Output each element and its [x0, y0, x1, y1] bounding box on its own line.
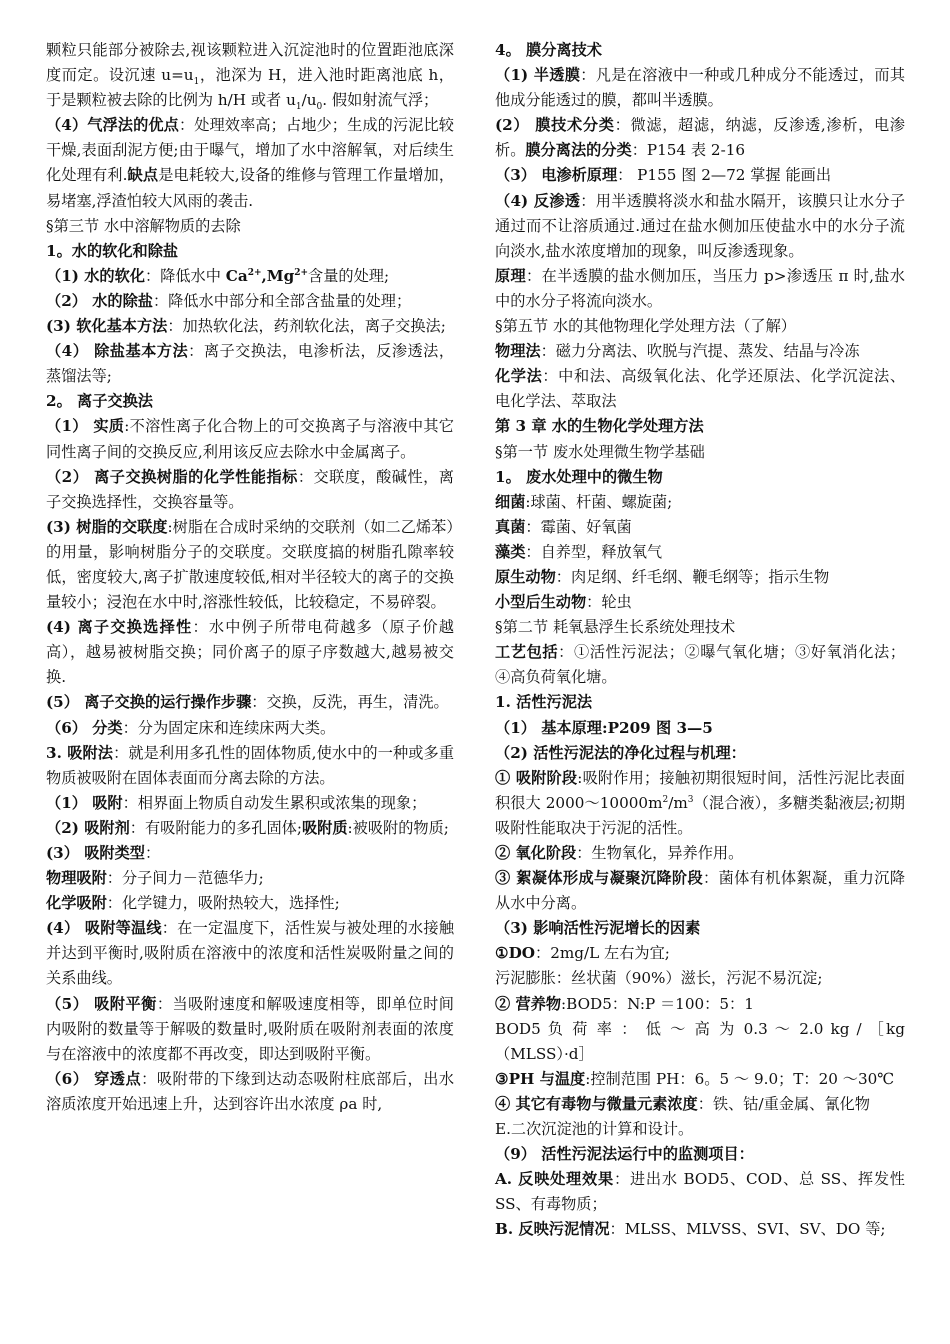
- item-do: ①DO：2mg/L 左右为宜;: [495, 944, 670, 963]
- item-basic-principle: （1） 基本原理:P209 图 3—5: [495, 718, 713, 737]
- item-growth-factors: （3) 影响活性污泥增长的因素: [495, 919, 701, 938]
- item-isotherm: (4） 吸附等温线：在一定温度下，活性炭与被处理的水接触并达到平衡时,吸附质在溶液中的浓度和活性炭吸附量之间的关系曲线。: [46, 919, 455, 988]
- item-flocculation-stage: ③ 絮凝体形成与凝聚沉降阶段：菌体有机体絮凝，重力沉降从水中分离。: [495, 869, 906, 913]
- item-fungi: 真菌：霉菌、好氧菌: [495, 517, 632, 536]
- heading-microbes: 1。 废水处理中的微生物: [495, 467, 663, 486]
- item-nutrients: ② 营养物:BOD5：N:P ＝100：5：1: [495, 994, 754, 1013]
- item-monitoring: （9） 活性污泥法运行中的监测项目：: [495, 1145, 754, 1164]
- item-chemical-adsorption: 化学吸附：化学键力，吸附热较大，选择性;: [46, 894, 340, 913]
- heading-membrane: 4。 膜分离技术: [495, 41, 602, 59]
- paragraph-flotation-advantages: （4）气浮法的优点：处理效率高；占地少；生成的污泥比较干燥,表面刮泥方便;由于曝气，增加了水中溶解氧，对后续生化处理有利.缺点是电耗较大,设备的维修与管理工作量增加，易堵塞,浮渣怕较大风雨的袭击.: [46, 116, 455, 210]
- item-breakthrough: （6） 穿透点：吸附带的下缘到达动态吸附柱底部后，出水溶质浓度开始迅速上升，达到容许出水浓度 ρa 时,: [46, 1069, 455, 1113]
- item-toxics: ④ 其它有毒物与微量元素浓度：铁、钴/重金属、氰化物: [495, 1094, 870, 1113]
- heading-ion-exchange: 2。 离子交换法: [46, 392, 153, 411]
- paragraph-sedimentation: 颗粒只能部分被除去,视该颗粒进入沉淀池时的位置距池底深度而定。设沉速 $u=u_1$，池深为 H，进入池时距离池底 h，于是颗粒被去除的比例为 h/H 或者 $u_1/u_0$. 假如射流气浮；: [46, 41, 454, 113]
- left-column: [46, 38, 454, 1117]
- item-crosslinking: (3) 树脂的交联度:树脂在合成时采纳的交联剂（如二乙烯苯）的用量，影响树脂分子的交联度。交联度搞的树脂孔隙率较低，密度较大,离子扩散速度较低,相对半径较大的离子的交换量较小；浸泡在水中时,溶涨性较低，比较稳定，不易碎裂。: [46, 517, 454, 612]
- heading-softening: 1。水的软化和除盐: [46, 241, 179, 260]
- item-membrane-types: (2） 膜技术分类：微滤，超滤，纳滤，反渗透,渗析，电渗析。膜分离法的分类：P154 表 2-16: [495, 116, 905, 160]
- chapter-heading: 第 3 章 水的生物化学处理方法: [495, 417, 704, 436]
- item-electrodialysis: （3） 电渗析原理： P155 图 2—72 掌握 能画出: [495, 166, 832, 185]
- item-equilibrium: （5） 吸附平衡：当吸附速度和解吸速度相等，即单位时间内吸附的数量等于解吸的数量时,吸附质在吸附剂表面的浓度与在溶液中的浓度都不再改变，即达到吸附平衡。: [46, 994, 454, 1063]
- item-softening-methods: (3) 软化基本方法：加热软化法，药剂软化法，离子交换法;: [46, 317, 446, 336]
- item-purification-process: （2) 活性污泥法的净化过程与机理：: [495, 743, 746, 762]
- section-heading: §第三节 水中溶解物质的去除: [46, 216, 241, 235]
- item-secondary-clarifier: E.二次沉淀池的计算和设计。: [495, 1120, 694, 1139]
- item-monitor-sludge: B. 反映污泥情况：MLSS、MLVSS、SVI、SV、DO 等;: [495, 1220, 886, 1239]
- section-heading: §第一节 废水处理微生物学基础: [495, 442, 705, 461]
- item-reverse-osmosis: （4) 反渗透：用半透膜将淡水和盐水隔开，该膜只让水分子通过而不让溶质通过.通过在盐水侧加压使盐水中的水分子流向淡水,盐水浓度增加的现象，叫反渗透现象。: [495, 191, 906, 260]
- item-bacteria: 细菌:球菌、杆菌、螺旋菌;: [495, 492, 673, 511]
- item-selectivity: (4) 离子交换选择性：水中例子所带电荷越多（原子价越高），越易被树脂交换；同价离子的原子序数越大,越易被交换.: [46, 618, 454, 687]
- item-sludge-bulking: 污泥膨胀：丝状菌（90%）滋长，污泥不易沉淀;: [495, 969, 823, 988]
- heading-activated-sludge: 1. 活性污泥法: [495, 693, 593, 712]
- item-protozoa: 原生动物：肉足纲、纤毛纲、鞭毛纲等；指示生物: [495, 567, 830, 586]
- item-physical-adsorption: 物理吸附：分子间力－范德华力;: [46, 869, 264, 888]
- item-operation-steps: (5） 离子交换的运行操作步骤：交换，反洗，再生，清洗。: [46, 693, 449, 712]
- item-essence: （1） 实质:不溶性离子化合物上的可交换离子与溶液中其它同性离子间的交换反应,利用该反应去除水中金属离子。: [46, 417, 454, 461]
- item-processes: 工艺包括：①活性污泥法；②曝气氧化塘；③好氧消化法；④高负荷氧化塘。: [495, 643, 906, 687]
- item-desalting: （2） 水的除盐：降低水中部分和全部含盐量的处理；: [46, 291, 412, 310]
- item-physical-methods: 物理法：磁力分离法、吹脱与汽提、蒸发、结晶与冷冻: [495, 342, 860, 361]
- item-semipermeable: （1) 半透膜：凡是在溶液中一种或几种成分不能透过，而其他成分能透过的膜，都叫半透膜。: [495, 66, 906, 110]
- item-adsorption: （1） 吸附：相界面上物质自动发生累积或浓集的现象；: [46, 793, 427, 812]
- section-heading: §第五节 水的其他物理化学处理方法（了解）: [495, 317, 796, 336]
- item-principle: 原理：在半透膜的盐水侧加压，当压力 p>渗透压 π 时,盐水中的水分子将流向淡水。: [495, 266, 905, 310]
- item-resin-indicators: （2） 离子交换树脂的化学性能指标：交联度，酸碱性，离子交换选择性，交换容量等。: [46, 467, 454, 511]
- item-metazoa: 小型后生动物：轮虫: [495, 593, 632, 612]
- item-algae: 藻类：自养型，释放氧气: [495, 542, 663, 561]
- item-oxidation-stage: ② 氧化阶段：生物氧化，异养作用。: [495, 844, 744, 862]
- item-adsorption-types: (3） 吸附类型：: [46, 844, 161, 862]
- item-adsorption-stage: ① 吸附阶段:吸附作用；接触初期很短时间，活性污泥比表面积很大 $2000\sim 10000m^2/m^3$（混合液），多糖类黏液层;初期吸附性能取决于污泥的活性。: [495, 768, 905, 837]
- item-monitor-effect: A. 反映处理效果：进出水 BOD5、COD、总 SS、挥发性 SS、有毒物质；: [495, 1170, 905, 1214]
- item-adsorbent: （2) 吸附剂：有吸附能力的多孔固体;吸附质:被吸附的物质;: [46, 818, 449, 837]
- heading-adsorption: 3. 吸附法：就是利用多孔性的固体物质,使水中的一种或多重物质被吸附在固体表面而分离去除的方法。: [46, 743, 455, 787]
- item-ph-temperature: ③PH 与温度:控制范围 PH：6。5 ～ 9.0；T：20 ～30℃: [495, 1069, 895, 1088]
- item-chemical-methods: 化学法：中和法、高级氧化法、化学还原法、化学沉淀法、电化学法、萃取法: [495, 367, 906, 411]
- right-column: [495, 38, 905, 1243]
- item-bod-load: BOD5 负 荷 率 ： 低 ～ 高 为 0.3 ～ 2.0 kg / ［kg（MLSS）·d］: [495, 1019, 905, 1063]
- item-desalting-methods: （4） 除盐基本方法：离子交换法，电渗析法，反渗透法，蒸馏法等;: [46, 342, 455, 386]
- item-classification: （6） 分类：分为固定床和连续床两大类。: [46, 718, 336, 737]
- section-heading: §第二节 耗氧悬浮生长系统处理技术: [495, 618, 736, 637]
- item-softening: （1) 水的软化：降低水中 $Ca^{2+},Mg^{2+}$含量的处理;: [46, 266, 390, 285]
